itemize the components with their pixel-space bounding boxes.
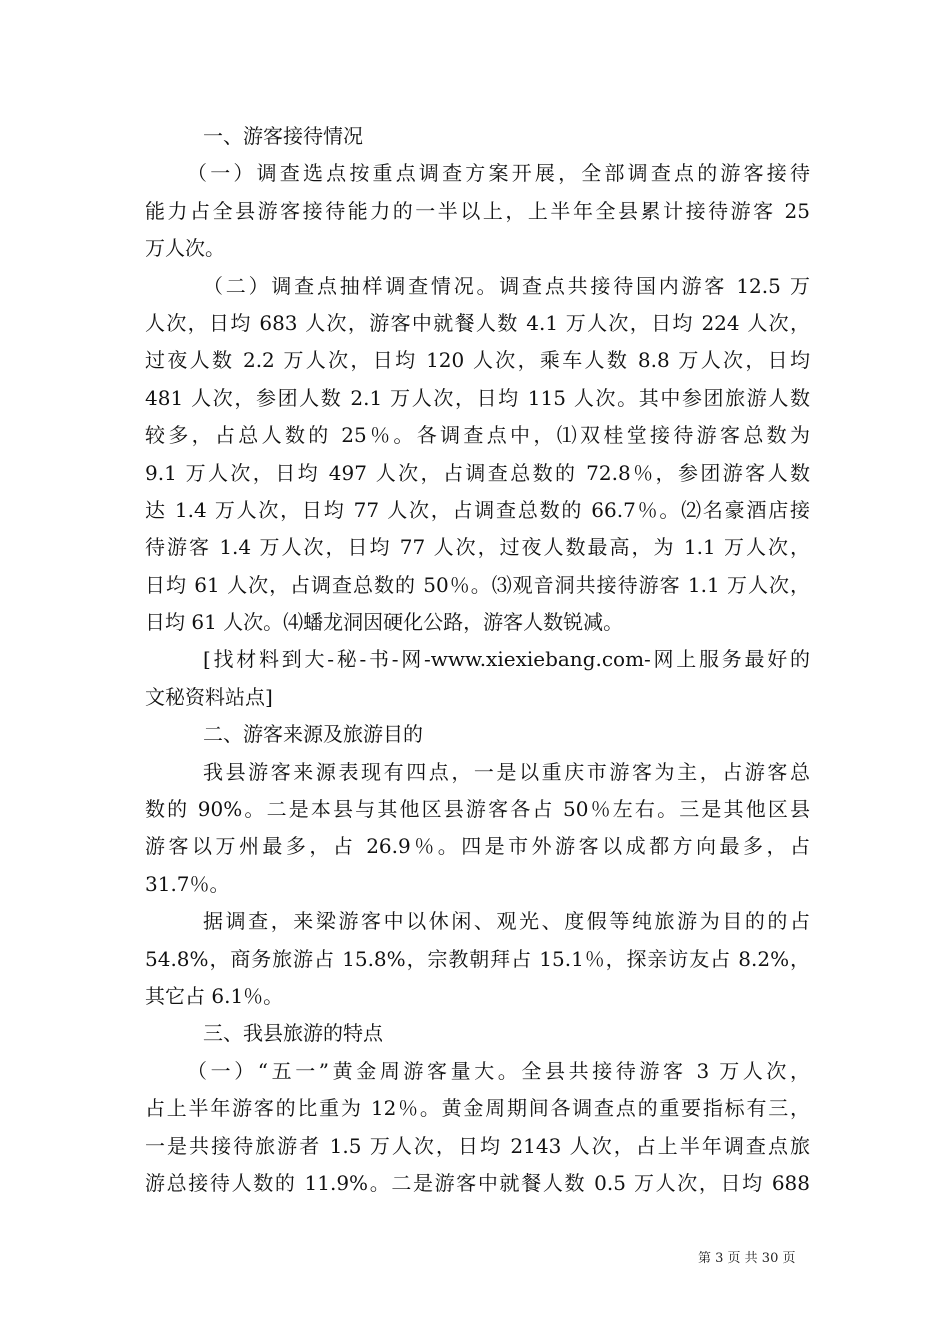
text-line: 我县游客来源表现有四点，一是以重庆市游客为主，占游客总 <box>203 759 810 784</box>
text-line: 三、我县旅游的特点 <box>203 1021 383 1046</box>
text-line: 日均 61 人次，占调查总数的 50％。⑶观音洞共接待游客 1.1 万人次， <box>145 572 810 597</box>
text-line: 文秘资料站点] <box>145 684 273 709</box>
text-line: 其它占 6.1％。 <box>145 983 284 1008</box>
text-line: 31.7％。 <box>145 871 230 896</box>
text-line: 能力占全县游客接待能力的一半以上，上半年全县累计接待游客 25 <box>145 198 810 223</box>
text-line: 万人次。 <box>145 236 225 261</box>
document-body <box>145 118 810 1202</box>
text-line: （一）调查选点按重点调查方案开展，全部调查点的游客接待 <box>187 161 810 186</box>
text-line: 一、游客接待情况 <box>203 124 363 148</box>
text-line: （一）“五一”黄金周游客量大。全县共接待游客 3 万人次， <box>187 1058 810 1083</box>
text-line: 数的 90%。二是本县与其他区县游客各占 50％左右。三是其他区县 <box>145 797 810 822</box>
text-line: 人次，日均 683 人次，游客中就餐人数 4.1 万人次，日均 224 人次， <box>145 310 810 335</box>
page-number-label: 第 3 页 共 30 页 <box>698 1251 796 1266</box>
text-line: 待游客 1.4 万人次，日均 77 人次，过夜人数最高，为 1.1 万人次， <box>145 535 810 560</box>
text-line: 占上半年游客的比重为 12％。黄金周期间各调查点的重要指标有三， <box>145 1096 810 1121</box>
text-line: 一是共接待旅游者 1.5 万人次，日均 2143 人次，占上半年调查点旅 <box>145 1133 810 1158</box>
text-line: 54.8%，商务旅游占 15.8%，宗教朝拜占 15.1％，探亲访友占 8.2%， <box>145 946 810 971</box>
text-line: 481 人次，参团人数 2.1 万人次，日均 115 人次。其中参团旅游人数 <box>145 385 810 410</box>
text-line: 游总接待人数的 11.9%。二是游客中就餐人数 0.5 万人次，日均 688 <box>145 1170 810 1195</box>
text-line: 游客以万州最多，占 26.9％。四是市外游客以成都方向最多，占 <box>145 834 810 859</box>
text-line: 较多，占总人数的 25％。各调查点中，⑴双桂堂接待游客总数为 <box>145 423 810 448</box>
text-line: 达 1.4 万人次，日均 77 人次，占调查总数的 66.7％。⑵名豪酒店接 <box>145 497 810 522</box>
text-line: [找材料到大-秘-书-网-www.xiexiebang.com-网上服务最好的 <box>203 647 810 672</box>
text-line: 过夜人数 2.2 万人次，日均 120 人次，乘车人数 8.8 万人次，日均 <box>145 348 810 373</box>
text-line: 二、游客来源及旅游目的 <box>203 722 423 747</box>
text-line: （二）调查点抽样调查情况。调查点共接待国内游客 12.5 万 <box>203 273 810 298</box>
text-line: 日均 61 人次。⑷蟠龙洞因硬化公路，游客人数锐减。 <box>145 610 624 635</box>
text-line: 据调查，来梁游客中以休闲、观光、度假等纯旅游为目的的占 <box>203 909 810 934</box>
text-line: 9.1 万人次，日均 497 人次，占调查总数的 72.8％，参团游客人数 <box>145 460 810 485</box>
